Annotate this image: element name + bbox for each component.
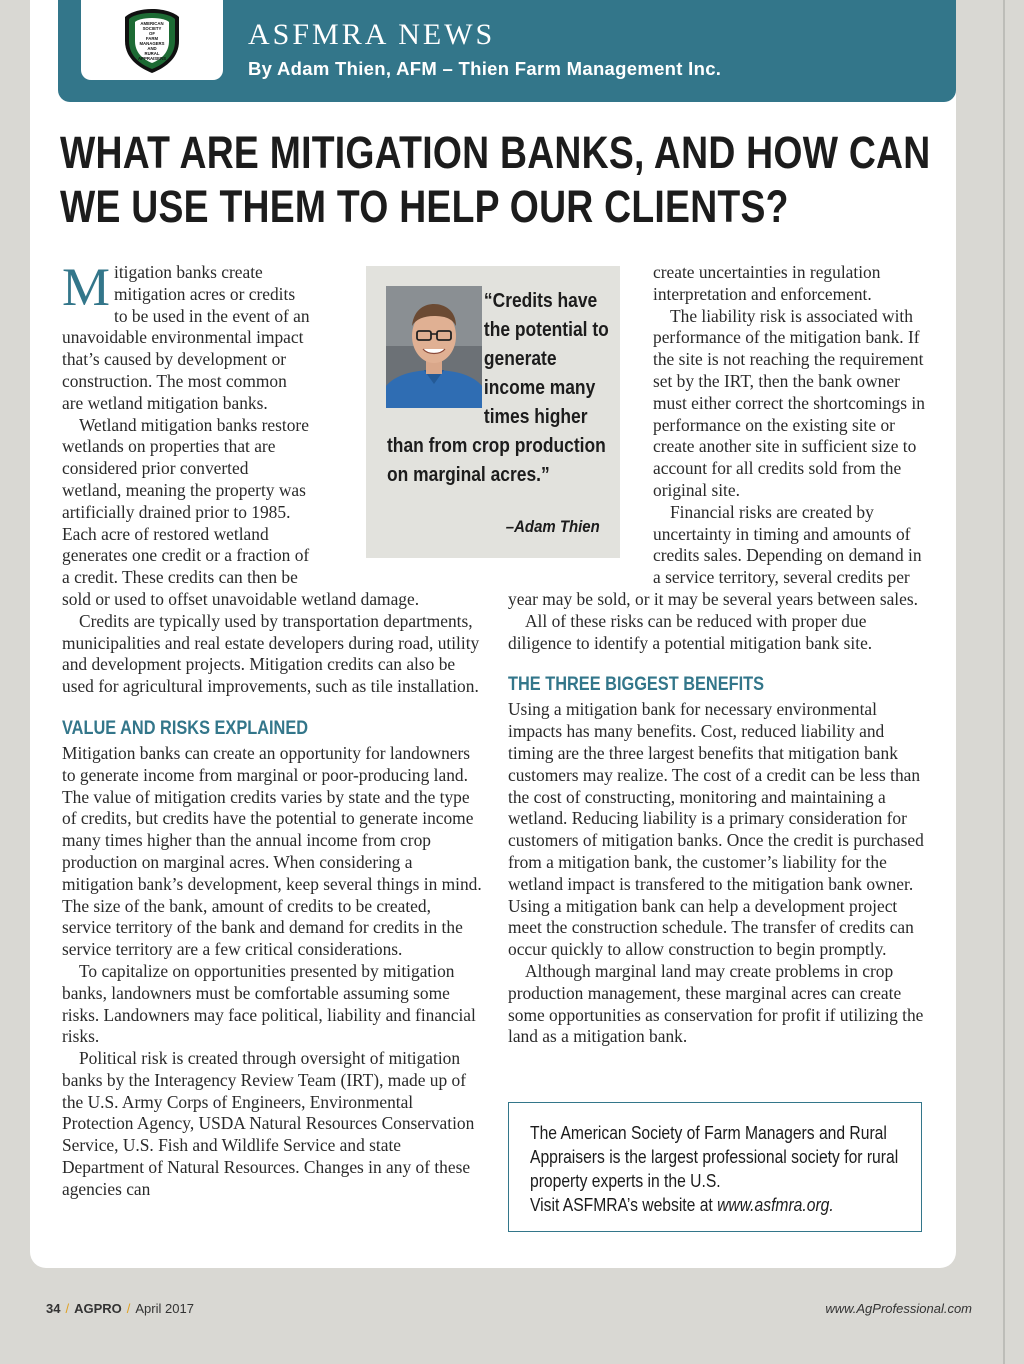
section-title: ASFMRA NEWS <box>248 18 496 51</box>
magazine-name: AGPRO <box>74 1301 122 1316</box>
info-box-text: The American Society of Farm Managers and Rural Appraisers is the largest professional society for rural property experts in the U.S. <box>530 1123 899 1191</box>
paragraph: To capitalize on opportunities presented by mitigation banks, landowners must be comfortable assuming some risks. Landowners may face political, liability and financial risks. <box>62 960 476 1047</box>
logo-line: MANAGERS <box>139 41 165 46</box>
logo-line: APPRAISERS <box>138 56 166 61</box>
paragraph: All of these risks can be reduced with proper due diligence to identify a potential mitigation bank site. <box>508 610 873 653</box>
footer-website-link[interactable]: www.AgProfessional.com <box>825 1301 972 1316</box>
logo-line: SOCIETY <box>142 26 162 31</box>
page-number: 34 <box>46 1301 61 1316</box>
asfmra-logo <box>81 0 223 80</box>
footer-folio <box>46 1301 194 1316</box>
paragraph: itigation banks create mitigation acres or credits to be used in the event of an unavoidable environmental impact that’s caused by development or construction. The most common are wetland mitigation banks. <box>62 262 310 413</box>
paragraph: Although marginal land may create problems in crop production management, these marginal acres can create some opportunities as conservation for profit if utilizing the land as a mitigation bank. <box>508 960 924 1047</box>
issue-date: April 2017 <box>135 1301 194 1316</box>
article-headline: WHAT ARE MITIGATION BANKS, AND HOW CAN WE USE THEM TO HELP OUR CLIENTS? <box>60 127 931 232</box>
page-edge <box>1003 0 1005 1364</box>
paragraph: Using a mitigation bank for necessary environmental impacts has many benefits. Cost, reduced liability and timing are the three largest benefits that mitigation bank customers may realize. The cost of a credit can be less than the cost of constructing, monitoring and maintaining a wetland. Reducing liability is a primary consideration for customers of mitigation banks. Once the credit is purchased from a mitigation bank, the customer’s liability for the wetland impact is transfered to the mitigation bank owner. Using a mitigation bank can help a development project meet the construction schedule. The transfer of credits can occur quickly to allow construction to begin promptly. <box>508 699 924 960</box>
logo-line: AND <box>147 46 157 51</box>
logo-line: OF <box>149 31 155 36</box>
info-box <box>508 1102 922 1232</box>
pull-quote-text: “Credits have the potential to generate income many times higher than from crop production on marginal acres.” <box>387 289 609 486</box>
paragraph: Wetland mitigation banks restore wetlands on properties that are considered prior converted wetland, meaning the property was artificially drained prior to 1985. Each acre of restored wetland generates one credit or a fraction of a credit. These credits can then be sold or used to offset unavoidable wetland damage. <box>62 414 420 609</box>
subheading: THE THREE BIGGEST BENEFITS <box>508 674 765 696</box>
paragraph: Political risk is created through oversight of mitigation banks by the Interagency Review Team (IRT), made up of the U.S. Army Corps of Engineers, Environmental Protection Agency, USDA Natural Resources Conservation Service, U.S. Fish and Wildlife Service and state Department of Natural Resources. Changes in any of these agencies can <box>62 1048 475 1199</box>
footer-separator: / <box>126 1301 131 1316</box>
subheading: VALUE AND RISKS EXPLAINED <box>62 717 309 739</box>
info-box-visit-label: Visit ASFMRA’s website at <box>530 1195 718 1215</box>
paragraph: Financial risks are created by uncertainty in timing and amounts of credits sales. Depending on demand in a service territory, several credits per year may be sold, or it may be several years between sales. <box>508 501 922 609</box>
paragraph: create uncertainties in regulation interpretation and enforcement. <box>653 262 881 304</box>
asfmra-shield-icon <box>121 7 183 75</box>
logo-line: FARM <box>145 36 159 41</box>
pull-quote-attribution: –Adam Thien <box>506 517 600 536</box>
footer-separator: / <box>65 1301 70 1316</box>
byline: By Adam Thien, AFM – Thien Farm Management Inc. <box>248 58 722 79</box>
paragraph: The liability risk is associated with performance of the mitigation bank. If the site is not reaching the requirement set by the IRT, then the bank owner must either correct the shortcomings in performance on the existing site or create another site in sufficient size to account for all credits sold from the original site. <box>653 305 925 500</box>
paragraph: Credits are typically used by transportation departments, municipalities and real estate developers during road, utility and development projects. Mitigation credits can also be used for agricultural improvements, such as tile installation. <box>62 610 480 697</box>
logo-line: RURAL <box>144 51 160 56</box>
drop-cap: M <box>62 257 111 317</box>
logo-line: AMERICAN <box>140 21 164 26</box>
pull-quote <box>366 266 620 558</box>
asfmra-website-link[interactable]: www.asfmra.org. <box>717 1195 834 1215</box>
paragraph: Mitigation banks can create an opportunity for landowners to generate income from marginal or poor-producing land. The value of mitigation credits varies by state and the type of credits, but credits have the potential to generate income many times higher than the annual income from crop production on marginal acres. When considering a mitigation bank’s development, keep several things in mind. The size of the bank, amount of credits to be created, service territory of the bank and demand for credits in the service territory are a few critical considerations. <box>62 742 482 960</box>
